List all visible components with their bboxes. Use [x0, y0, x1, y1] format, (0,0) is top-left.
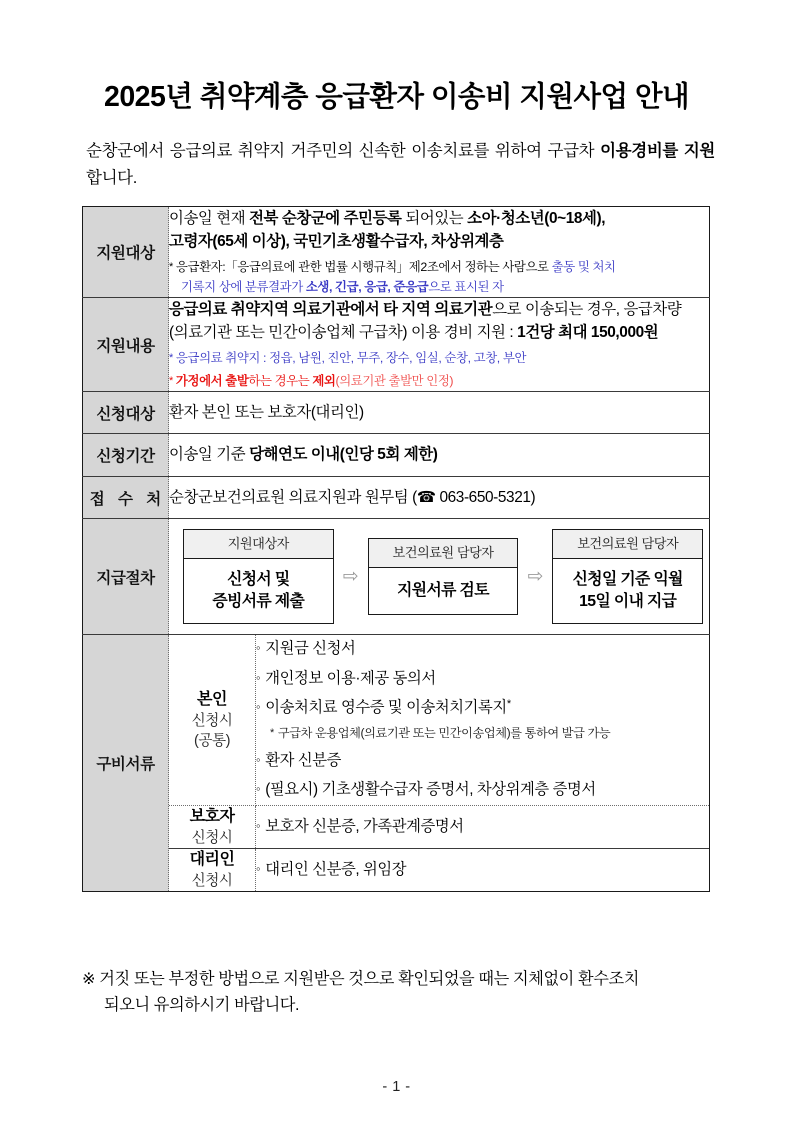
intro-text-2: 합니다.	[86, 169, 138, 188]
table-row-applicant	[83, 392, 710, 434]
documents-group-guardian	[169, 805, 709, 848]
target-text-a: 이송일 현재	[169, 210, 250, 227]
row-content-documents	[169, 634, 710, 891]
list-item-label: 대리인 신분증, 위임장	[265, 861, 407, 879]
table-row-reception	[83, 476, 710, 518]
content-footnote-exclusion	[169, 371, 709, 391]
exclusion-bold-1: 가정에서 출발	[172, 373, 249, 388]
table-row-procedure	[83, 519, 710, 635]
row-label-procedure: 지급절차	[83, 519, 169, 635]
subnote-text: 구급차 운용업체(의료기관 또는 민간이송업체)를 통하여 발급 가능	[277, 726, 611, 741]
documents-group-self	[169, 635, 709, 806]
sublabel-proxy-role: 대리인	[189, 851, 235, 869]
doclist-subnote	[256, 722, 709, 746]
content-line-2	[169, 321, 709, 344]
list-item	[256, 693, 709, 722]
list-item-label: (필요시) 기초생활수급자 증명서, 차상위계층 증명서	[265, 781, 596, 799]
bullet-icon: ◦	[256, 752, 261, 768]
footnote-star-blue: *	[169, 351, 173, 364]
sublabel-self-role: 본인	[197, 690, 227, 708]
flow-arrow-icon-1: ⇨	[342, 566, 359, 588]
sublabel-proxy	[169, 849, 256, 892]
list-item	[256, 664, 709, 693]
doclist-self	[256, 635, 710, 806]
exclusion-mid: 하는 경우는	[248, 373, 313, 388]
target-footnote	[169, 257, 709, 297]
list-item	[256, 747, 709, 776]
period-text-normal: 이송일 기준	[169, 446, 250, 464]
list-item-star: *	[506, 697, 511, 710]
row-content-reception: 순창군보건의료원 의료지원과 원무팀 (☎ 063-650-5321)	[169, 476, 710, 518]
row-label-reception: 접 수 처	[83, 476, 169, 518]
footnote-blue-bold: 소생, 긴급, 응급, 준응급	[305, 279, 429, 294]
footer-note-line2: 되오니 유의하시기 바랍니다.	[104, 996, 300, 1015]
sublabel-self	[169, 635, 256, 806]
flow-step-1	[183, 529, 334, 624]
flow-step-3	[552, 529, 703, 624]
flow-step-3-head: 보건의료원 담당자	[553, 530, 702, 559]
row-content-procedure	[169, 519, 710, 635]
table-row-target	[83, 207, 710, 298]
sublabel-self-extra: (공통)	[194, 732, 230, 749]
footnote-star-red: *	[169, 374, 173, 387]
target-text-d: 소아·청소년(0~18세),	[467, 210, 606, 227]
flow-arrow-icon-2: ⇨	[527, 566, 544, 588]
documents-group-proxy	[169, 849, 709, 892]
row-label-documents: 구비서류	[83, 634, 169, 891]
content-rest-1: 으로 이송되는 경우, 응급차량	[492, 301, 682, 318]
row-content-applicant: 환자 본인 또는 보호자(대리인)	[169, 392, 710, 434]
list-item-label: 보호자 신분증, 가족관계증명서	[265, 817, 464, 835]
list-item	[256, 635, 709, 664]
row-content-target	[169, 207, 710, 298]
flow-step-2-line1: 지원서류 검토	[397, 581, 489, 599]
table-row-content	[83, 298, 710, 392]
sublabel-guardian	[169, 805, 256, 848]
required-documents-table	[169, 635, 709, 891]
footnote-areas-text: 응급의료 취약지 : 정읍, 남원, 진안, 무주, 장수, 임실, 순창, 고창, 부안	[172, 350, 527, 365]
list-item-label: 개인정보 이용·제공 동의서	[265, 669, 436, 687]
program-info-table	[82, 206, 710, 892]
flow-step-2	[368, 538, 519, 615]
bullet-icon: ◦	[256, 669, 261, 685]
subnote-star-icon: *	[270, 727, 274, 740]
list-item	[256, 776, 709, 805]
content-footnote-areas	[169, 348, 709, 368]
table-row-documents	[83, 634, 710, 891]
intro-paragraph	[0, 113, 793, 191]
list-item-label: 이송처치료 영수증 및 이송처치기록지	[265, 698, 507, 716]
page-title: 2025년 취약계층 응급환자 이송비 지원사업 안내	[103, 81, 690, 113]
row-label-period: 신청기간	[83, 434, 169, 476]
flow-step-3-line1: 신청일 기준 익월	[572, 571, 683, 589]
flow-step-1-line1: 신청서 및	[227, 571, 290, 589]
flow-step-2-head: 보건의료원 담당자	[369, 539, 518, 568]
flow-step-3-body	[553, 559, 702, 623]
sublabel-proxy-when: 신청시	[191, 873, 233, 890]
intro-text-bold: 이용경비를 지원	[600, 142, 716, 161]
footer-note-line1: ※ 거짓 또는 부정한 방법으로 지원받은 것으로 확인되었을 때는 지체없이 환수조치	[82, 970, 639, 988]
list-item-label: 지원금 신청서	[265, 640, 356, 658]
target-line-1	[169, 207, 709, 230]
footnote-black-text: 응급환자:「응급의료에 관한 법률 시행규칙」제2조에서 정하는 사람으로	[172, 259, 552, 274]
flow-step-2-body	[369, 568, 518, 614]
flow-step-1-line2: 증빙서류 제출	[212, 592, 305, 610]
content-bold-1: 응급의료 취약지역 의료기관에서 타 지역 의료기관	[169, 301, 493, 318]
row-content-support	[169, 298, 710, 392]
bullet-icon: ◦	[256, 817, 261, 833]
page-number: - 1 -	[382, 1079, 411, 1095]
sublabel-guardian-role: 보호자	[189, 807, 235, 825]
row-label-applicant: 신청대상	[83, 392, 169, 434]
content-text-2: (의료기관 또는 민간이송업체 구급차) 이용 경비 지원 :	[169, 324, 518, 342]
bullet-icon: ◦	[256, 640, 261, 656]
target-text-c: 되어있는	[401, 210, 468, 227]
row-label-target: 지원대상	[83, 207, 169, 298]
footnote-blue-2: 기록지 상에 분류결과가	[181, 279, 306, 294]
sublabel-self-when: 신청시	[191, 712, 233, 729]
table-row-period	[83, 434, 710, 476]
content-amount: 1건당 최대 150,000원	[517, 324, 659, 342]
footer-warning-note	[82, 966, 722, 1018]
flow-step-1-head: 지원대상자	[184, 530, 333, 559]
footnote-star: *	[169, 260, 173, 273]
footnote-blue-1: 출동 및 처치	[551, 259, 616, 274]
sublabel-guardian-when: 신청시	[191, 830, 233, 847]
row-content-period	[169, 434, 710, 476]
target-line-2: 고령자(65세 이상), 국민기초생활수급자, 차상위계층	[169, 233, 504, 251]
bullet-icon: ◦	[256, 698, 261, 714]
procedure-flow-diagram	[175, 519, 703, 634]
flow-step-3-line2: 15일 이내 지급	[579, 592, 677, 610]
period-text-bold: 당해연도 이내(인당 5회 제한)	[249, 446, 438, 464]
exclusion-paren: (의료기관 출발만 인정)	[335, 373, 454, 388]
row-label-content: 지원내용	[83, 298, 169, 392]
bullet-icon: ◦	[256, 861, 261, 877]
bullet-icon: ◦	[256, 781, 261, 797]
exclusion-bold-2: 제외	[312, 373, 336, 388]
flow-step-1-body	[184, 559, 333, 623]
doclist-proxy	[256, 849, 710, 892]
footnote-blue-3: 으로 표시된 자	[428, 279, 504, 294]
content-line-1	[169, 298, 709, 321]
doclist-guardian	[256, 805, 710, 848]
list-item-label: 환자 신분증	[265, 752, 341, 770]
list-item	[256, 812, 709, 841]
intro-text-1: 순창군에서 응급의료 취약지 거주민의 신속한 이송치료를 위하여 구급차	[86, 142, 601, 161]
list-item	[256, 856, 709, 885]
target-text-b: 전북 순창군에 주민등록	[249, 210, 402, 227]
